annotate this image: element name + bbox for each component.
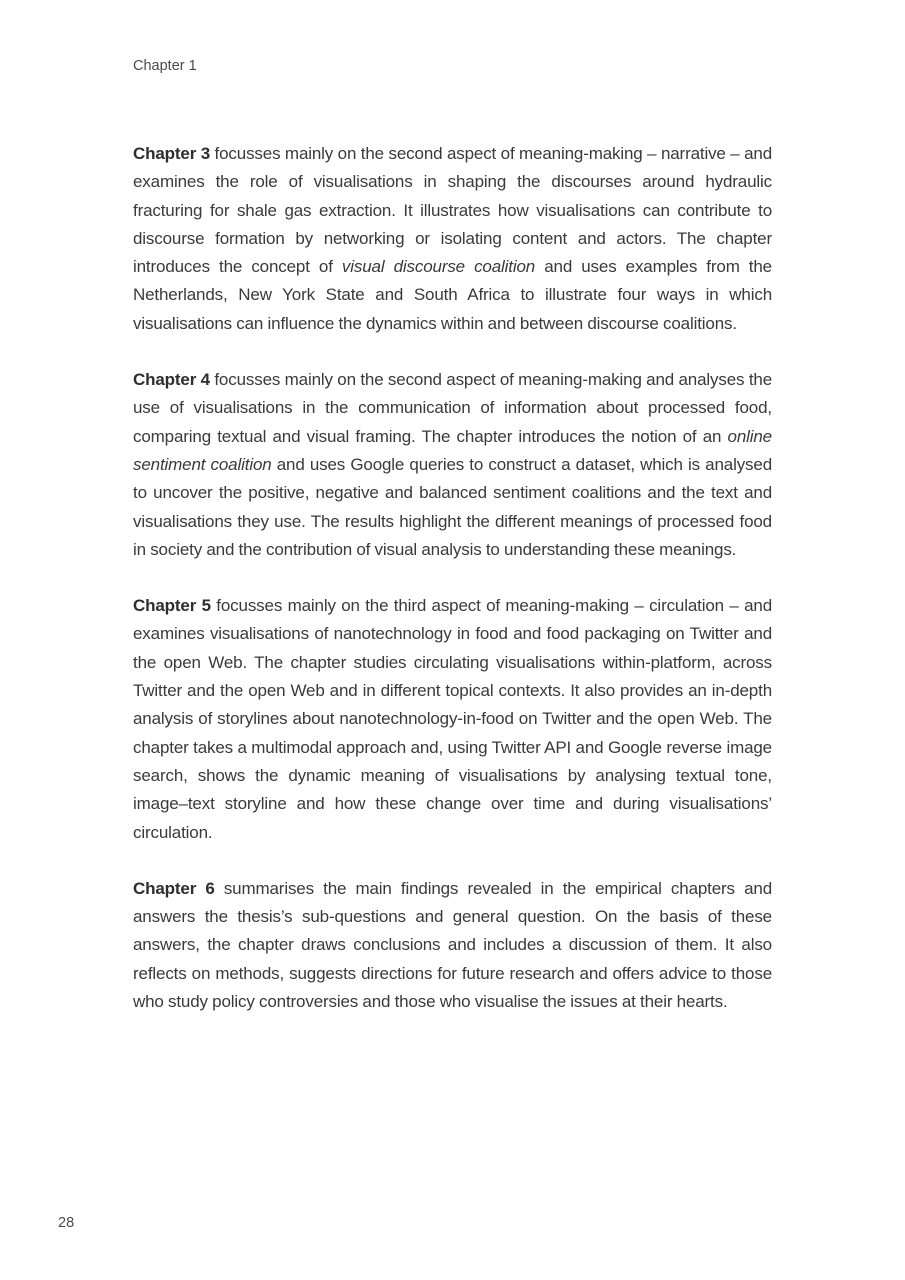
- paragraph-text: and uses Google queries to construct a dataset, which is analysed to uncover the positive, negative and balanced sentiment coalitions and the text and visualisations they use. The results highlight the different meanings of processed food in society and the contribution of visual analysis to understanding these meanings.: [133, 454, 773, 559]
- page-number: 28: [58, 1215, 75, 1231]
- paragraph-chapter-6: [133, 875, 772, 1016]
- chapter-label: Chapter 6: [133, 878, 215, 898]
- chapter-label: Chapter 5: [133, 596, 211, 616]
- paragraph-chapter-5: [133, 592, 772, 847]
- paragraph-text: focusses mainly on the second aspect of meaning-making and analyses the use of visualisations in the communication of information about processed food, comparing textual and visual framing. The chapter introduces the notion of an: [133, 370, 772, 446]
- paragraph-text: focusses mainly on the second aspect of meaning-making – narrative – and examines the role of visualisations in shaping the discourses around hydraulic fracturing for shale gas extraction. It illustrates how visualisations can contribute to discourse formation by networking or isolating content and actors. The chapter introduces the concept of: [133, 144, 772, 277]
- italic-term: visual discourse coalition: [341, 257, 536, 277]
- paragraph-text: summarises the main findings revealed in the empirical chapters and answers the thesis’s sub-questions and general question. On the basis of these answers, the chapter draws conclusions and includes a discussion of them. It also reflects on methods, suggests directions for future research and offers advice to those who study policy controversies and those who visualise the issues at their hearts.: [133, 878, 772, 1012]
- chapter-label: Chapter 4: [133, 370, 210, 390]
- paragraph-chapter-4: [133, 366, 772, 564]
- body-text: [133, 140, 772, 1044]
- chapter-label: Chapter 3: [133, 144, 211, 163]
- paragraph-text: and uses examples from the Netherlands, New York State and South Africa to illustrate four ways in which visualisations can influence the dynamics within and between discourse coalitions.: [133, 257, 772, 333]
- paragraph-chapter-3: [133, 140, 772, 338]
- running-header: Chapter 1: [133, 58, 197, 74]
- italic-term: online sentiment coalition: [133, 426, 772, 474]
- paragraph-text: focusses mainly on the third aspect of meaning-making – circulation – and examines visualisations of nanotechnology in food and food packaging on Twitter and the open Web. The chapter studies circulating visualisations within-platform, across Twitter and the open Web and in different topical contexts. It also provides an in-depth analysis of storylines about nanotechnology-in-food on Twitter and the open Web. The chapter takes a multimodal approach and, using Twitter API and Google reverse image search, shows the dynamic meaning of visualisations by analysing textual tone, image–text storyline and how these change over time and during visualisations’ circulation.: [133, 596, 772, 842]
